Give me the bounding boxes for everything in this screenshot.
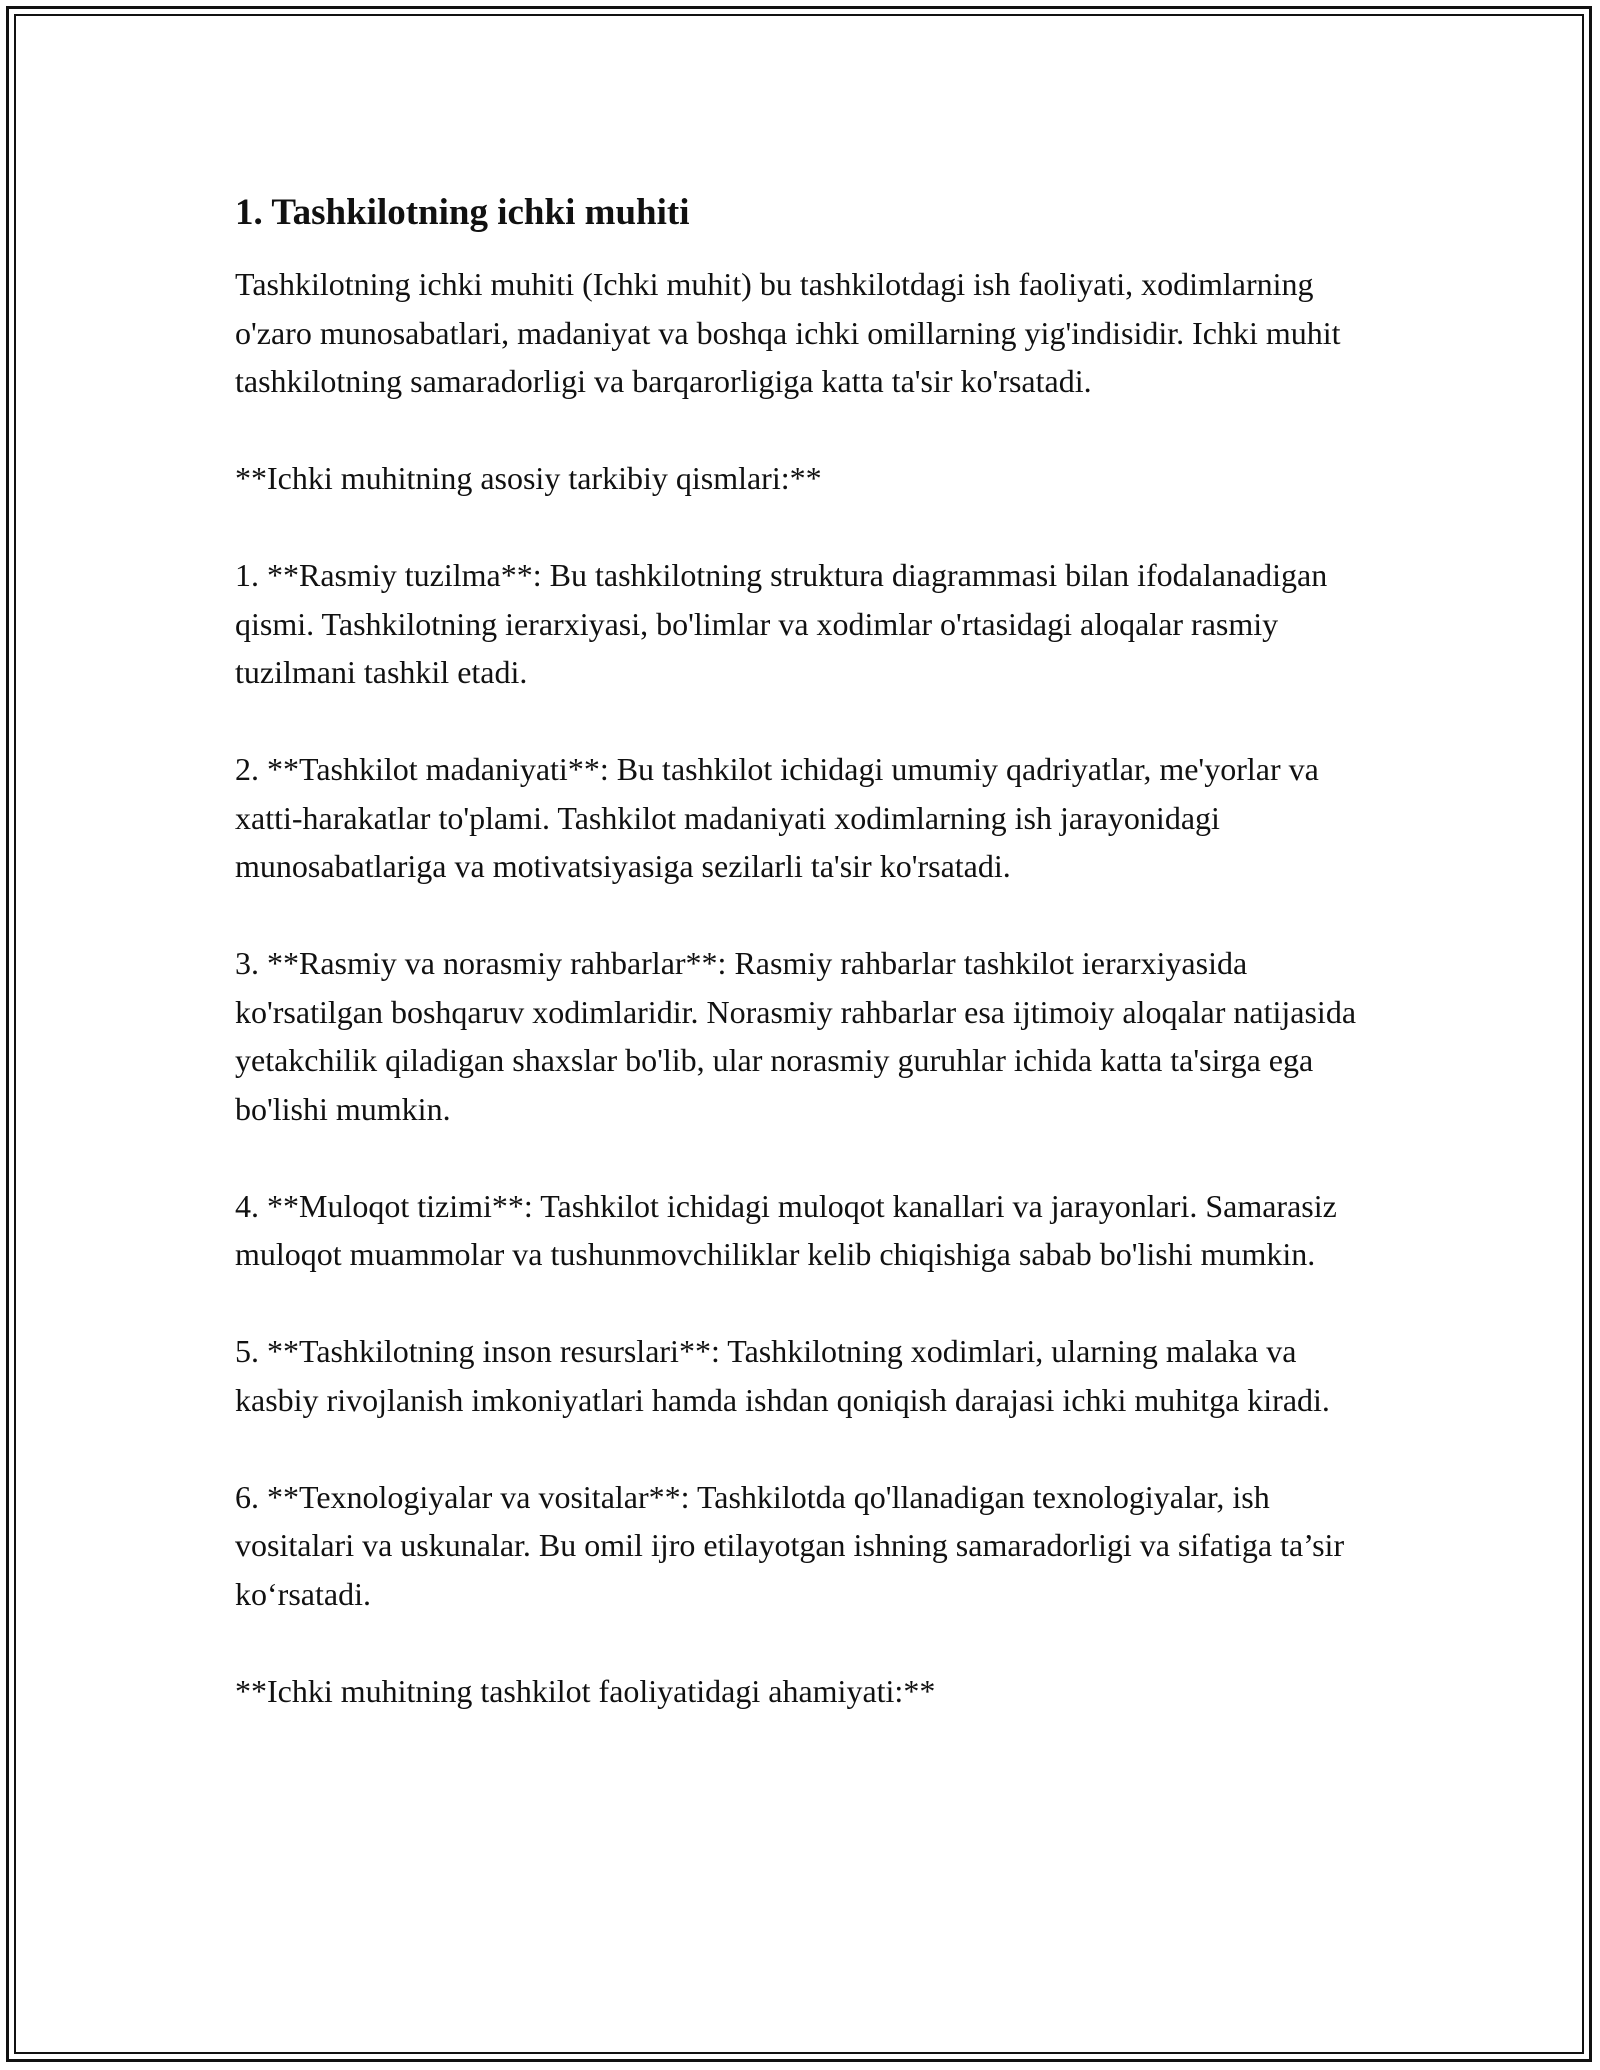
section-heading: 1. Tashkilotning ichki muhiti — [235, 192, 690, 233]
list-item-technologies: 6. **Texnologiyalar va vositalar**: Tashkilotda qo'llanadigan texnologiyalar, ish vositalari va uskunalar. Bu omil ijro etilayotgan ishning samaradorligi va sifatiga ta’sir ko‘rsatadi. — [235, 1478, 1345, 1612]
list-item-formal-structure: 1. **Rasmiy tuzilma**: Bu tashkilotning struktura diagrammasi bilan ifodalanadigan qismi. Tashkilotning ierarxiyasi, bo'limlar va xodimlar o'rtasidagi aloqalar rasmiy tuzilmani tashkil etadi. — [235, 557, 1328, 690]
components-heading: **Ichki muhitning asosiy tarkibiy qismlari:** — [235, 460, 822, 496]
intro-paragraph: Tashkilotning ichki muhiti (Ichki muhit) bu tashkilotdagi ish faoliyati, xodimlarning o'zaro munosabatlari, madaniyat va boshqa ichki omillarning yig'indisidir. Ichki muhit tashkilotning samaradorligi va barqarorligiga katta ta'sir ko'rsatadi. — [235, 266, 1341, 399]
list-item-organizational-culture: 2. **Tashkilot madaniyati**: Bu tashkilot ichidagi umumiy qadriyatlar, me'yorlar va xatti-harakatlar to'plami. Tashkilot madaniyati xodimlarning ish jarayonidagi munosabatlariga va motivatsiyasiga sezilarli ta'sir ko'rsatadi. — [235, 751, 1319, 884]
document-body — [235, 188, 1375, 1715]
list-item-human-resources: 5. **Tashkilotning inson resurslari**: Tashkilotning xodimlari, ularning malaka va kasbiy rivojlanish imkoniyatlari hamda ishdan qoniqish darajasi ichki muhitga kiradi. — [235, 1333, 1330, 1418]
importance-heading: **Ichki muhitning tashkilot faoliyatidagi ahamiyati:** — [235, 1672, 936, 1709]
list-item-leaders: 3. **Rasmiy va norasmiy rahbarlar**: Rasmiy rahbarlar tashkilot ierarxiyasida ko'rsatilgan boshqaruv xodimlaridir. Norasmiy rahbarlar esa ijtimoiy aloqalar natijasida yetakchilik qiladigan shaxslar bo'lib, ular norasmiy guruhlar ichida katta ta'sirga ega bo'lishi mumkin. — [235, 945, 1357, 1127]
list-item-communication: 4. **Muloqot tizimi**: Tashkilot ichidagi muloqot kanallari va jarayonlari. Samarasiz muloqot muammolar va tushunmovchiliklar kelib chiqishiga sabab bo'lishi mumkin. — [235, 1187, 1337, 1272]
